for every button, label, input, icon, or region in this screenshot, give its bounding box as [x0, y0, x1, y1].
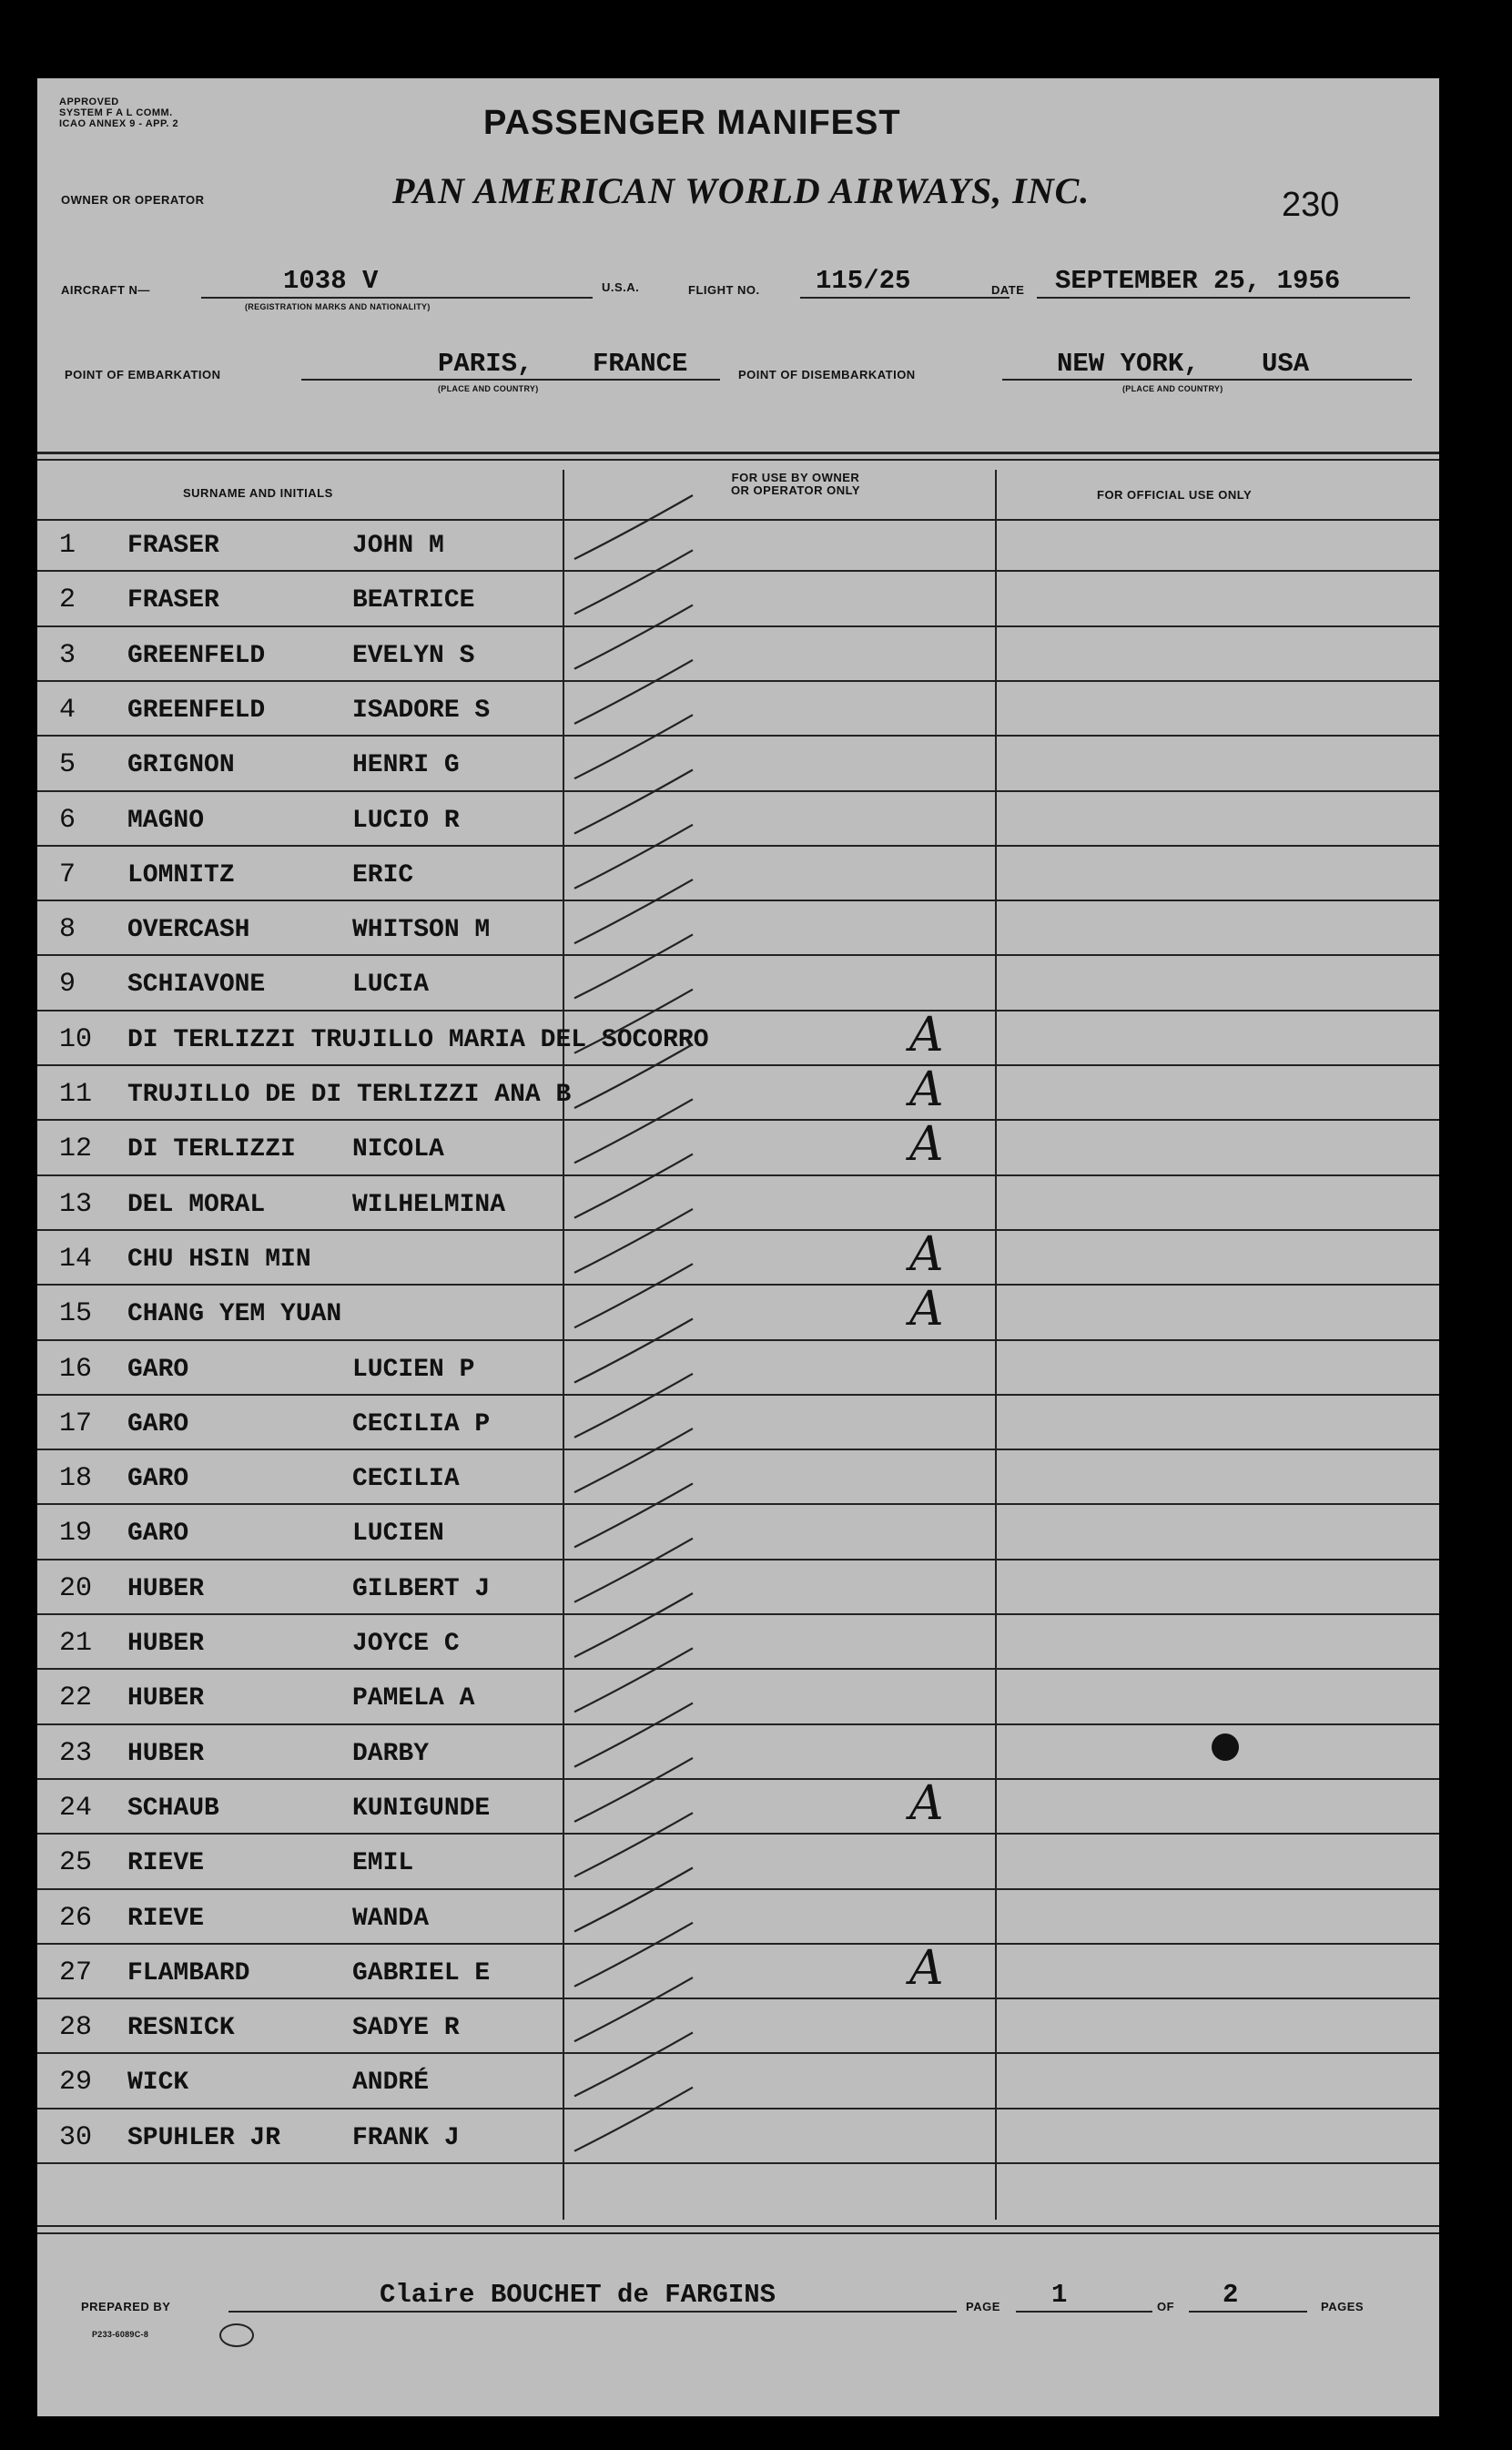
approval-line: ICAO ANNEX 9 - APP. 2 [59, 118, 179, 129]
passenger-surname: GRIGNON [127, 751, 235, 780]
row-number: 2 [59, 585, 76, 616]
checkmark-stroke [574, 1319, 693, 1383]
aircraft-label: AIRCRAFT N— [61, 283, 150, 297]
owner-use-mark: A [909, 1940, 944, 1996]
form-code: P233-6089C-8 [92, 2330, 149, 2339]
passenger-given-name: EVELYN S [352, 641, 475, 670]
checkmark-stroke [574, 2088, 693, 2151]
disembark-country: USA [1262, 349, 1310, 379]
passenger-surname: RESNICK [127, 2014, 235, 2043]
checkmark-stroke [574, 825, 693, 889]
passenger-given-name: JOYCE C [352, 1630, 460, 1658]
row-number: 10 [59, 1023, 93, 1055]
owner-use-mark: A [909, 1007, 944, 1062]
approval-line: SYSTEM F A L COMM. [59, 107, 173, 118]
row-number: 8 [59, 914, 76, 946]
page-title: PASSENGER MANIFEST [483, 104, 901, 142]
row-number: 15 [59, 1298, 93, 1330]
checkmark-stroke [574, 1099, 693, 1163]
checkmark-stroke [574, 1209, 693, 1273]
passenger-surname: SCHIAVONE [127, 971, 266, 1000]
passenger-given-name: WANDA [352, 1904, 430, 1933]
usa-label: U.S.A. [602, 280, 640, 294]
disembark-caption: (PLACE AND COUNTRY) [1122, 384, 1223, 393]
row-number: 26 [59, 1902, 93, 1934]
row-number: 5 [59, 749, 76, 781]
passenger-given-name: BEATRICE [352, 586, 475, 615]
passenger-surname: CHANG YEM YUAN [127, 1300, 342, 1329]
row-number: 25 [59, 1847, 93, 1879]
of-label: OF [1157, 2300, 1175, 2313]
passenger-given-name: DARBY [352, 1739, 430, 1768]
passenger-surname: GARO [127, 1520, 189, 1549]
checkmark-stroke [574, 990, 693, 1053]
prepared-by-underline [228, 2311, 957, 2313]
checkmark-stroke [574, 1813, 693, 1876]
owner-use-mark: A [909, 1775, 944, 1831]
checkmark-stroke [574, 934, 693, 998]
embark-city: PARIS, [438, 349, 533, 379]
owner-name: PAN AMERICAN WORLD AIRWAYS, INC. [392, 170, 1091, 211]
row-number: 21 [59, 1628, 93, 1659]
passenger-surname: GREENFELD [127, 696, 266, 725]
page-value: 1 [1051, 2280, 1068, 2310]
checkmark-stroke [574, 770, 693, 834]
row-number: 11 [59, 1079, 93, 1110]
of-value: 2 [1223, 2280, 1239, 2310]
passenger-surname: CHU HSIN MIN [127, 1245, 311, 1274]
passenger-surname: OVERCASH [127, 916, 250, 945]
passenger-surname: LOMNITZ [127, 860, 235, 890]
owner-use-mark: A [909, 1282, 944, 1337]
checkmark-stroke [574, 2032, 693, 2096]
row-number: 27 [59, 1957, 93, 1988]
passenger-surname: SCHAUB [127, 1794, 219, 1823]
passenger-surname: TRUJILLO DE DI TERLIZZI ANA B [127, 1081, 572, 1109]
passenger-given-name: EMIL [352, 1849, 414, 1878]
sheet-number: 230 [1282, 186, 1340, 224]
row-number: 20 [59, 1572, 93, 1604]
checkmark-layer [37, 78, 1439, 2416]
row-number: 19 [59, 1518, 93, 1550]
row-number: 22 [59, 1682, 93, 1714]
date-label: DATE [991, 283, 1025, 297]
checkmark-stroke [574, 1648, 693, 1712]
owner-label: OWNER OR OPERATOR [61, 193, 205, 207]
passenger-given-name: GILBERT J [352, 1574, 491, 1603]
disembark-city: NEW YORK, [1057, 349, 1200, 379]
owner-use-mark: A [909, 1117, 944, 1173]
column-header-line: FOR USE BY OWNER [731, 471, 860, 484]
passenger-given-name: JOHN M [352, 532, 444, 560]
column-header-surname: SURNAME AND INITIALS [183, 486, 333, 500]
row-number: 9 [59, 969, 76, 1001]
checkmark-stroke [574, 1483, 693, 1547]
passenger-given-name: ISADORE S [352, 696, 491, 725]
checkmark-stroke [574, 1758, 693, 1822]
row-number: 1 [59, 530, 76, 561]
passenger-given-name: WILHELMINA [352, 1190, 506, 1219]
row-number: 12 [59, 1134, 93, 1165]
checkmark-stroke [574, 495, 693, 559]
footer-rule [37, 2232, 1439, 2234]
row-number: 18 [59, 1463, 93, 1495]
checkmark-stroke [574, 1154, 693, 1218]
passenger-surname: SPUHLER JR [127, 2123, 281, 2152]
footer-rule [37, 2225, 1439, 2227]
embark-label: POINT OF EMBARKATION [65, 368, 221, 381]
passenger-given-name: KUNIGUNDE [352, 1794, 491, 1823]
passenger-surname: GARO [127, 1465, 189, 1494]
manifest-sheet [37, 78, 1439, 2416]
passenger-surname: RIEVE [127, 1904, 205, 1933]
checkmark-stroke [574, 1539, 693, 1602]
checkmark-stroke [574, 1264, 693, 1327]
passenger-surname: DEL MORAL [127, 1190, 266, 1219]
owner-use-mark: A [909, 1062, 944, 1117]
approval-line: APPROVED [59, 97, 119, 107]
passenger-surname: WICK [127, 2069, 189, 2098]
of-underline [1189, 2311, 1307, 2313]
row-number: 3 [59, 639, 76, 671]
aircraft-value: 1038 V [283, 266, 379, 296]
passenger-given-name: NICOLA [352, 1135, 444, 1164]
passenger-surname: FLAMBARD [127, 1958, 250, 1987]
passenger-given-name: CECILIA P [352, 1409, 491, 1438]
embark-country: FRANCE [593, 349, 688, 379]
checkmark-stroke [574, 879, 693, 943]
passenger-surname: HUBER [127, 1739, 205, 1768]
row-number: 7 [59, 859, 76, 890]
owner-use-mark: A [909, 1226, 944, 1282]
checkmark-stroke [574, 660, 693, 724]
pages-label: PAGES [1321, 2300, 1365, 2313]
row-number: 4 [59, 694, 76, 726]
row-number: 29 [59, 2067, 93, 2099]
flight-label: FLIGHT NO. [688, 283, 760, 297]
passenger-surname: DI TERLIZZI TRUJILLO MARIA DEL SOCORRO [127, 1025, 709, 1054]
disembark-label: POINT OF DISEMBARKATION [738, 368, 916, 381]
row-number: 23 [59, 1737, 93, 1769]
column-header-line: OR OPERATOR ONLY [730, 483, 861, 497]
passenger-given-name: WHITSON M [352, 916, 491, 945]
passenger-surname: FRASER [127, 586, 219, 615]
passenger-given-name: FRANK J [352, 2123, 460, 2152]
ink-blot [1212, 1733, 1239, 1761]
checkmark-stroke [574, 1868, 693, 1932]
passenger-given-name: LUCIEN [352, 1520, 444, 1549]
passenger-given-name: GABRIEL E [352, 1958, 491, 1987]
row-number: 16 [59, 1353, 93, 1385]
row-number: 24 [59, 1792, 93, 1824]
row-number: 28 [59, 2012, 93, 2044]
checkmark-stroke [574, 715, 693, 778]
printer-logo-icon [219, 2323, 254, 2347]
passenger-surname: GARO [127, 1409, 189, 1438]
passenger-given-name: ANDRÉ [352, 2069, 430, 2098]
passenger-surname: MAGNO [127, 806, 205, 835]
passenger-surname: FRASER [127, 532, 219, 560]
passenger-given-name: LUCIO R [352, 806, 460, 835]
passenger-given-name: SADYE R [352, 2014, 460, 2043]
row-number: 6 [59, 804, 76, 836]
row-number: 17 [59, 1408, 93, 1439]
checkmark-stroke [574, 1044, 693, 1108]
passenger-surname: HUBER [127, 1630, 205, 1658]
flight-value: 115/25 [816, 266, 911, 296]
embark-caption: (PLACE AND COUNTRY) [438, 384, 539, 393]
passenger-surname: GARO [127, 1355, 189, 1384]
date-value: SEPTEMBER 25, 1956 [1055, 266, 1341, 296]
checkmark-stroke [574, 605, 693, 669]
passenger-surname: HUBER [127, 1684, 205, 1713]
column-header-official-use: FOR OFFICIAL USE ONLY [1097, 488, 1253, 502]
passenger-given-name: CECILIA [352, 1465, 460, 1494]
passenger-surname: HUBER [127, 1574, 205, 1603]
row-number: 30 [59, 2121, 93, 2153]
checkmark-stroke [574, 1923, 693, 1987]
passenger-given-name: ERIC [352, 860, 414, 890]
page-underline [1016, 2311, 1152, 2313]
checkmark-stroke [574, 1593, 693, 1657]
page-label: PAGE [966, 2300, 1000, 2313]
passenger-surname: RIEVE [127, 1849, 205, 1878]
passenger-given-name: PAMELA A [352, 1684, 475, 1713]
passenger-given-name: HENRI G [352, 751, 460, 780]
passenger-surname: DI TERLIZZI [127, 1135, 296, 1164]
prepared-by-value: Claire BOUCHET de FARGINS [380, 2280, 776, 2310]
checkmark-stroke [574, 550, 693, 614]
row-number: 13 [59, 1188, 93, 1220]
row-number: 14 [59, 1243, 93, 1275]
checkmark-stroke [574, 1374, 693, 1438]
checkmark-stroke [574, 1977, 693, 2041]
passenger-given-name: LUCIA [352, 971, 430, 1000]
aircraft-caption: (REGISTRATION MARKS AND NATIONALITY) [245, 302, 431, 311]
passenger-given-name: LUCIEN P [352, 1355, 475, 1384]
checkmark-stroke [574, 1703, 693, 1767]
checkmark-stroke [574, 1428, 693, 1492]
passenger-surname: GREENFELD [127, 641, 266, 670]
prepared-by-label: PREPARED BY [81, 2300, 171, 2313]
